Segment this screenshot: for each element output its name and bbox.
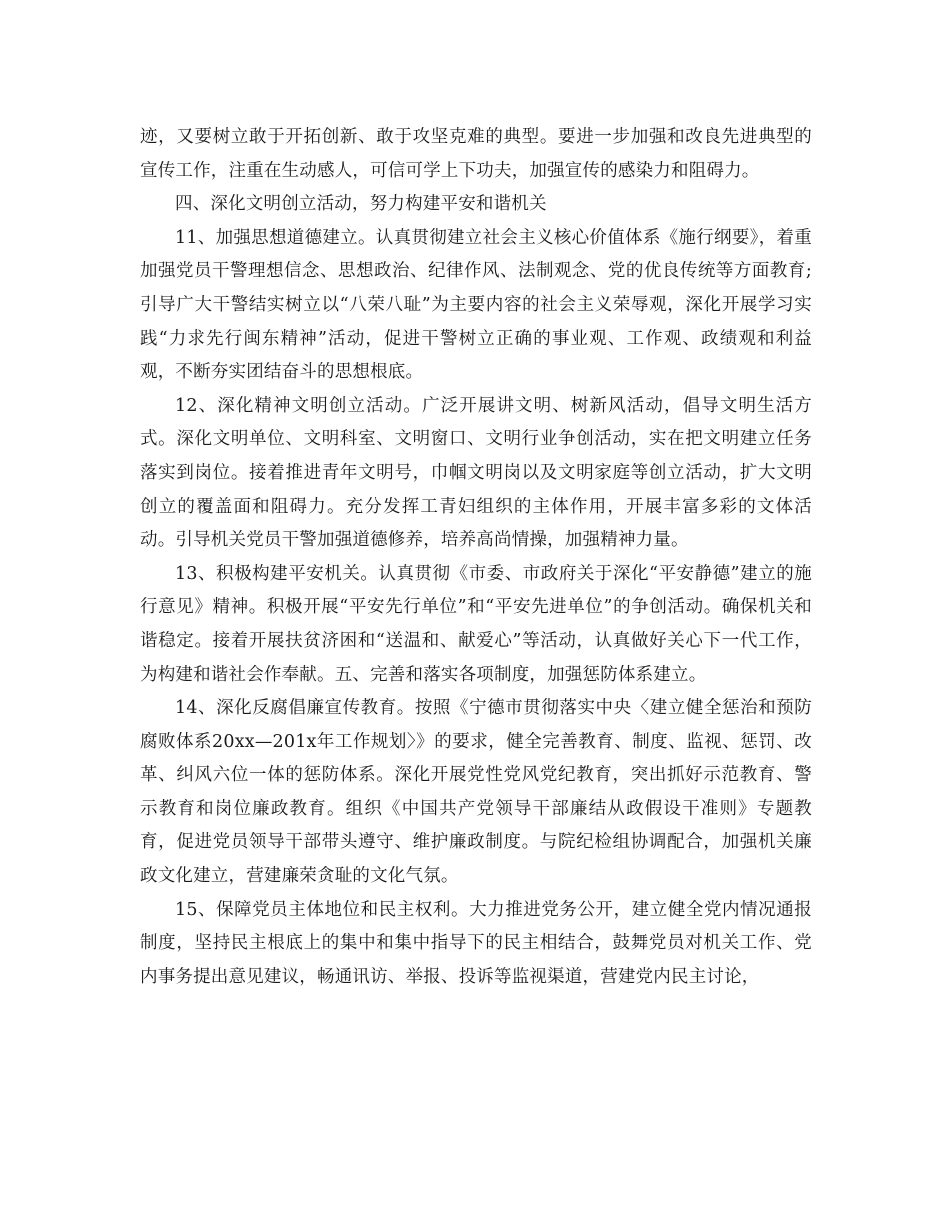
paragraph-item-13: 13、积极构建平安机关。认真贯彻《市委、市政府关于深化“平安静德”建立的施行意见》精神。积极开展“平安先行单位”和“平安先进单位”的争创活动。确保机关和谐稳定。接着开展扶贫济困和“送温和、献爱心”等活动，认真做好关心下一代工作，为构建和谐社会作奉献。五、完善和落实各项制度，加强惩防体系建立。 [140,563,812,685]
paragraph-item-12: 12、深化精神文明创立活动。广泛开展讲文明、树新风活动，倡导文明生活方式。深化文明单位、文明科室、文明窗口、文明行业争创活动，实在把文明建立任务落实到岗位。接着推进青年文明号，巾帼文明岗以及文明家庭等创立活动，扩大文明创立的覆盖面和阻碍力。充分发挥工青妇组织的主体作用，开展丰富多彩的文体活动。引导机关党员干警加强道德修养，培养高尚情操，加强精神力量。 [140,395,812,551]
paragraph-continuation: 迹，又要树立敢于开拓创新、敢于攻坚克难的典型。要进一步加强和改良先进典型的宣传工作，注重在生动感人，可信可学上下功夫，加强宣传的感染力和阻碍力。 [140,127,812,181]
paragraph-item-14: 14、深化反腐倡廉宣传教育。按照《宁德市贯彻落实中央〈建立健全惩治和预防腐败体系20xx—201x年工作规划〉》的要求，健全完善教育、制度、监视、惩罚、改革、纠风六位一体的惩防体系。深化开展党性党风党纪教育，突出抓好示范教育、警示教育和岗位廉政教育。组织《中国共产党领导干部廉结从政假设干准则》专题教育，促进党员领导干部带头遵守、维护廉政制度。与院纪检组协调配合，加强机关廉政文化建立，营建廉荣贪耻的文化气氛。 [140,698,812,887]
document-body [140,121,812,994]
paragraph-item-15: 15、保障党员主体地位和民主权利。大力推进党务公开，建立健全党内情况通报制度，坚持民主根底上的集中和集中指导下的民主相结合，鼓舞党员对机关工作、党内事务提出意见建议，畅通讯访、举报、投诉等监视渠道，营建党内民主讨论， [140,899,812,987]
section-heading-four: 四、深化文明创立活动，努力构建平安和谐机关 [175,194,547,215]
paragraph-item-11: 11、加强思想道德建立。认真贯彻建立社会主义核心价值体系《施行纲要》，着重加强党员干警理想信念、思想政治、纪律作风、法制观念、党的优良传统等方面教育;引导广大干警结实树立以“八荣八耻”为主要内容的社会主义荣辱观，深化开展学习实践“力求先行闽东精神”活动，促进干警树立正确的事业观、工作观、政绩观和利益观，不断夯实团结奋斗的思想根底。 [140,227,812,383]
